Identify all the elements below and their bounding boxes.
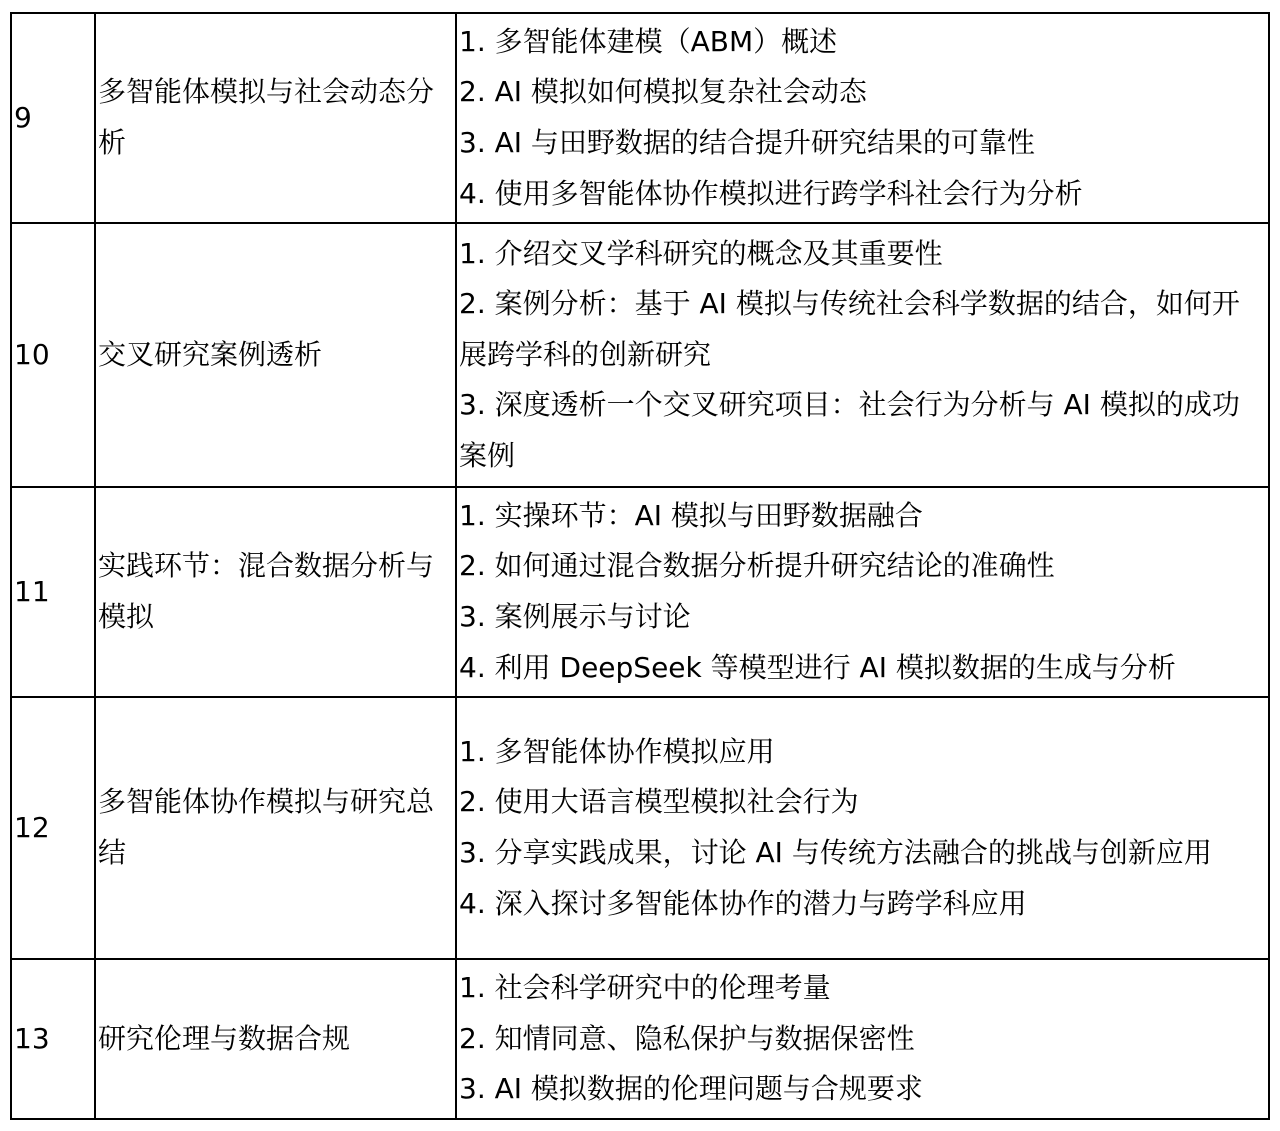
session-number: 9 xyxy=(11,13,95,223)
session-content xyxy=(456,223,1269,487)
content-item: 3. 分享实践成果，讨论 AI 与传统方法融合的挑战与创新应用 xyxy=(459,836,1212,869)
content-item: 1. 社会科学研究中的伦理考量 xyxy=(459,971,831,1005)
session-topic: 交叉研究案例透析 xyxy=(95,223,456,487)
content-item: 4. 深入探讨多智能体协作的潜力与跨学科应用 xyxy=(459,886,1027,920)
session-topic: 实践环节：混合数据分析与模拟 xyxy=(95,487,456,697)
content-item: 1. 实操环节：AI 模拟与田野数据融合 xyxy=(459,498,923,532)
content-item: 3. AI 模拟数据的伦理问题与合规要求 xyxy=(459,1072,923,1106)
table-row-9 xyxy=(11,13,1269,223)
content-item: 3. 案例展示与讨论 xyxy=(459,600,691,633)
content-item: 4. 利用 DeepSeek 等模型进行 AI 模拟数据的生成与分析 xyxy=(459,650,1176,684)
session-content xyxy=(456,487,1269,697)
content-item: 1. 多智能体协作模拟应用 xyxy=(459,734,775,768)
content-item: 3. 深度透析一个交叉研究项目：社会行为分析与 AI 模拟的成功案例 xyxy=(459,388,1240,472)
curriculum-table xyxy=(10,12,1270,1120)
session-topic: 多智能体协作模拟与研究总结 xyxy=(95,697,456,959)
content-item: 2. AI 模拟如何模拟复杂社会动态 xyxy=(459,75,867,109)
content-item: 2. 使用大语言模型模拟社会行为 xyxy=(459,785,859,819)
session-number: 13 xyxy=(11,959,95,1119)
session-content xyxy=(456,959,1269,1119)
content-item: 4. 使用多智能体协作模拟进行跨学科社会行为分析 xyxy=(459,176,1083,210)
table-row-12 xyxy=(11,697,1269,959)
session-number: 12 xyxy=(11,697,95,959)
content-item: 1. 多智能体建模（ABM）概述 xyxy=(459,24,838,58)
session-number: 10 xyxy=(11,223,95,487)
content-item: 2. 知情同意、隐私保护与数据保密性 xyxy=(459,1021,915,1055)
session-topic: 研究伦理与数据合规 xyxy=(95,959,456,1119)
content-item: 2. 案例分析：基于 AI 模拟与传统社会科学数据的结合，如何开展跨学科的创新研究 xyxy=(459,287,1240,371)
table-row-10 xyxy=(11,223,1269,487)
content-item: 3. AI 与田野数据的结合提升研究结果的可靠性 xyxy=(459,126,1035,159)
session-topic: 多智能体模拟与社会动态分析 xyxy=(95,13,456,223)
content-item: 1. 介绍交叉学科研究的概念及其重要性 xyxy=(459,236,943,270)
session-number: 11 xyxy=(11,487,95,697)
session-content xyxy=(456,697,1269,959)
session-content xyxy=(456,13,1269,223)
content-item: 2. 如何通过混合数据分析提升研究结论的准确性 xyxy=(459,549,1055,583)
table-row-13 xyxy=(11,959,1269,1119)
table-row-11 xyxy=(11,487,1269,697)
